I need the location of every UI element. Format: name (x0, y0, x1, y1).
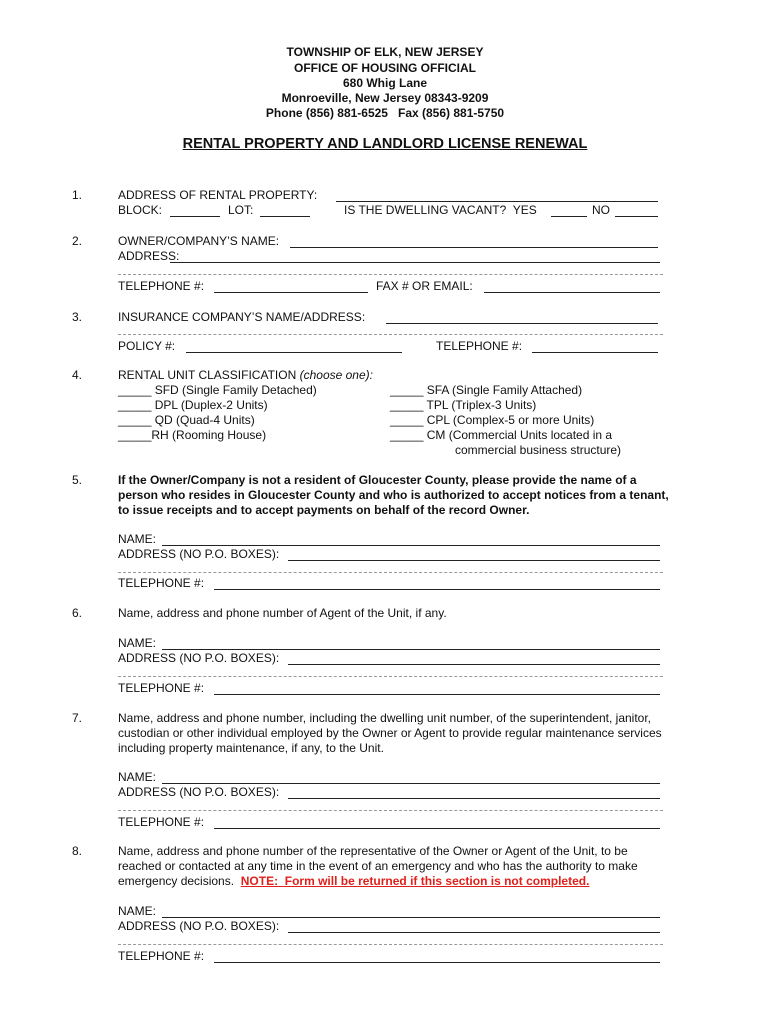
s5-address-label: ADDRESS (NO P.O. BOXES): (118, 547, 280, 561)
header-office: OFFICE OF HOUSING OFFICIAL (294, 61, 476, 75)
insurance-line-2[interactable] (118, 334, 663, 335)
section-6-text-1: Name, address and phone number of Agent of the Unit, if any. (118, 606, 447, 620)
insurance-label: INSURANCE COMPANY’S NAME/ADDRESS: (118, 310, 366, 324)
s5-telephone-label: TELEPHONE #: (118, 576, 205, 590)
insurance-telephone-field[interactable] (532, 352, 658, 353)
vacant-no-label: NO (592, 203, 610, 217)
s5-name-field[interactable] (162, 545, 660, 546)
s8-name-label: NAME: (118, 904, 157, 918)
class-option-rh[interactable]: _____RH (Rooming House) (118, 428, 267, 442)
owner-name-field[interactable] (290, 247, 658, 248)
section-8-text-2: reached or contacted at any time in the event of an emergency and who has the authority to make (118, 859, 638, 873)
s6-name-field[interactable] (162, 649, 660, 650)
s6-name-label: NAME: (118, 636, 157, 650)
s6-telephone-field[interactable] (214, 694, 660, 695)
vacant-label: IS THE DWELLING VACANT? YES (344, 203, 537, 217)
policy-label: POLICY #: (118, 339, 176, 353)
rental-address-label: ADDRESS OF RENTAL PROPERTY: (118, 188, 318, 202)
section-7-text-2: custodian or other individual employed by the Owner or Agent to provide regular maintenance services (118, 726, 662, 740)
header-street: 680 Whig Lane (342, 76, 428, 90)
section-6-number: 6. (72, 606, 83, 620)
s8-telephone-field[interactable] (214, 962, 660, 963)
lot-field[interactable] (260, 216, 310, 217)
classification-heading (118, 368, 373, 382)
owner-name-label: OWNER/COMPANY’S NAME: (118, 234, 280, 248)
section-7-text-3: including property maintenance, if any, to the Unit. (118, 741, 384, 755)
classification-note: (choose one): (299, 368, 373, 382)
s7-name-label: NAME: (118, 770, 157, 784)
header-township: TOWNSHIP OF ELK, NEW JERSEY (286, 45, 484, 59)
class-option-cm-cont: commercial business structure) (455, 443, 622, 457)
section-8-note: NOTE: Form will be returned if this section is not completed. (240, 874, 590, 888)
header-city: Monroeville, New Jersey 08343-9209 (281, 91, 489, 105)
section-8-number: 8. (72, 844, 83, 858)
s5-telephone-field[interactable] (214, 589, 660, 590)
s8-name-field[interactable] (162, 917, 660, 918)
s6-telephone-label: TELEPHONE #: (118, 681, 205, 695)
section-5-text-2: person who resides in Gloucester County and who is authorized to accept notices from a tenant, (118, 488, 669, 502)
owner-fax-label: FAX # OR EMAIL: (376, 279, 473, 293)
s8-address-label: ADDRESS (NO P.O. BOXES): (118, 919, 280, 933)
s6-address-field[interactable] (288, 664, 660, 665)
owner-telephone-field[interactable] (214, 292, 368, 293)
class-option-dpl[interactable]: _____ DPL (Duplex-2 Units) (118, 398, 268, 412)
s6-address-label: ADDRESS (NO P.O. BOXES): (118, 651, 280, 665)
classification-heading-text: RENTAL UNIT CLASSIFICATION (118, 368, 297, 382)
s7-address-line-2[interactable] (118, 810, 663, 811)
class-option-cm[interactable]: _____ CM (Commercial Units located in a (390, 428, 613, 442)
section-1-number: 1. (72, 188, 83, 202)
block-field[interactable] (170, 216, 220, 217)
class-option-qd[interactable]: _____ QD (Quad-4 Units) (118, 413, 255, 427)
s5-address-line-2[interactable] (118, 572, 663, 573)
insurance-telephone-label: TELEPHONE #: (436, 339, 523, 353)
block-label: BLOCK: (118, 203, 163, 217)
section-5-text-1: If the Owner/Company is not a resident of Gloucester County, please provide the name of a (118, 473, 637, 487)
section-3-number: 3. (72, 310, 83, 324)
owner-telephone-label: TELEPHONE #: (118, 279, 205, 293)
vacant-no-field[interactable] (615, 216, 658, 217)
section-7-number: 7. (72, 711, 83, 725)
section-4-number: 4. (72, 368, 83, 382)
section-2-number: 2. (72, 234, 83, 248)
section-8-text-3: emergency decisions. (118, 874, 235, 888)
rental-address-field[interactable] (336, 201, 658, 202)
s8-address-line-2[interactable] (118, 944, 663, 945)
class-option-tpl[interactable]: _____ TPL (Triplex-3 Units) (390, 398, 537, 412)
vacant-yes-field[interactable] (551, 216, 587, 217)
owner-address-label: ADDRESS: (118, 249, 180, 263)
section-8-text-1: Name, address and phone number of the representative of the Owner or Agent of the Unit, to be (118, 844, 628, 858)
s8-telephone-label: TELEPHONE #: (118, 949, 205, 963)
class-option-sfa[interactable]: _____ SFA (Single Family Attached) (390, 383, 583, 397)
header-phone: Phone (856) 881-6525 Fax (856) 881-5750 (265, 106, 505, 120)
class-option-cpl[interactable]: _____ CPL (Complex-5 or more Units) (390, 413, 595, 427)
s7-address-label: ADDRESS (NO P.O. BOXES): (118, 785, 280, 799)
section-7-text-1: Name, address and phone number, including the dwelling unit number, of the superintendent, janitor, (118, 711, 652, 725)
section-5-text-3: to issue receipts and to accept payments on behalf of the record Owner. (118, 503, 530, 517)
owner-address-line-2[interactable] (118, 274, 663, 275)
page-title: RENTAL PROPERTY AND LANDLORD LICENSE RENEWAL (182, 136, 588, 152)
s5-address-field[interactable] (288, 560, 660, 561)
section-8-text-3-row (118, 874, 589, 888)
s8-address-field[interactable] (288, 932, 660, 933)
section-5-number: 5. (72, 473, 83, 487)
class-option-sfd[interactable]: _____ SFD (Single Family Detached) (118, 383, 317, 397)
s7-telephone-field[interactable] (214, 828, 660, 829)
owner-address-field[interactable] (170, 262, 660, 263)
s5-name-label: NAME: (118, 532, 157, 546)
owner-fax-field[interactable] (484, 292, 660, 293)
s6-address-line-2[interactable] (118, 676, 663, 677)
s7-address-field[interactable] (288, 798, 660, 799)
s7-telephone-label: TELEPHONE #: (118, 815, 205, 829)
s7-name-field[interactable] (162, 783, 660, 784)
lot-label: LOT: (228, 203, 254, 217)
insurance-field[interactable] (386, 323, 658, 324)
policy-field[interactable] (186, 352, 402, 353)
